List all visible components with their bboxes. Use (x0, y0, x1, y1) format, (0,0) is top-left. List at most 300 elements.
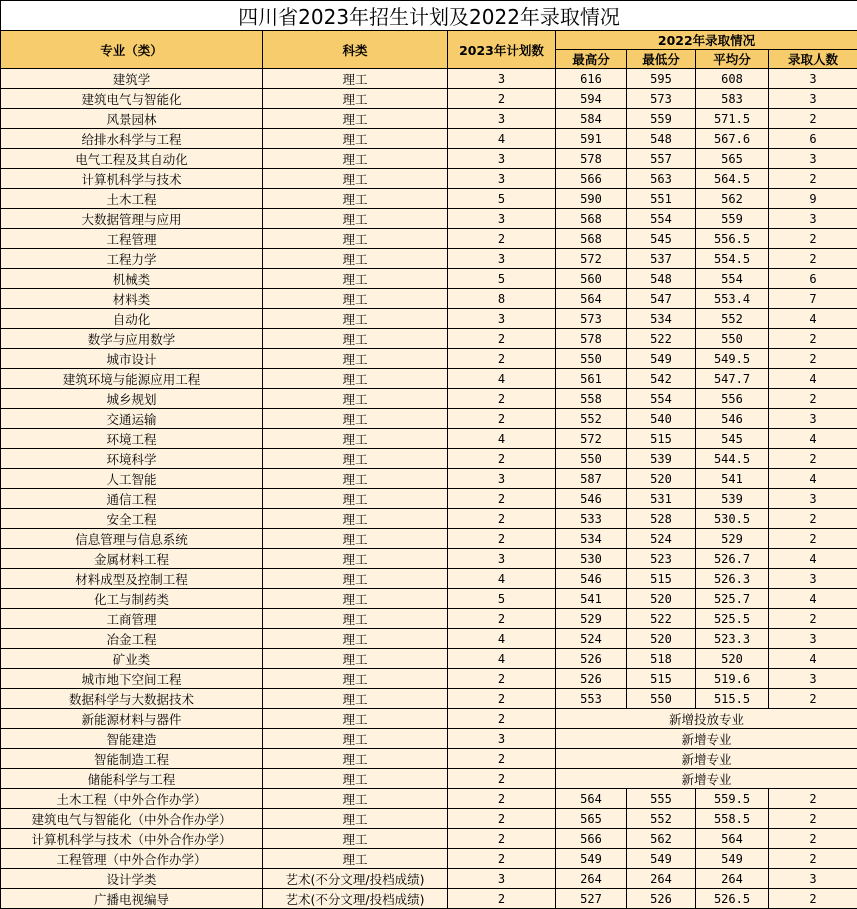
min-score-cell: 528 (627, 509, 696, 529)
category-cell: 艺术(不分文理/投档成绩) (263, 869, 448, 889)
table-row (1, 589, 857, 609)
table-row (1, 629, 857, 649)
max-score-cell: 568 (556, 229, 627, 249)
admit-count-cell: 2 (769, 169, 857, 189)
major-cell: 工程力学 (1, 249, 263, 269)
avg-score-cell: 564 (696, 829, 769, 849)
table-row (1, 209, 857, 229)
table-row (1, 529, 857, 549)
major-cell: 智能建造 (1, 729, 263, 749)
avg-score-cell: 552 (696, 309, 769, 329)
avg-score-cell: 526.5 (696, 889, 769, 909)
category-cell: 理工 (263, 609, 448, 629)
admit-count-cell: 2 (769, 229, 857, 249)
min-score-cell: 595 (627, 69, 696, 89)
avg-score-cell: 547.7 (696, 369, 769, 389)
table-row (1, 389, 857, 409)
plan-cell: 2 (448, 329, 556, 349)
max-score-cell: 566 (556, 169, 627, 189)
plan-cell: 3 (448, 249, 556, 269)
admit-count-cell: 4 (769, 429, 857, 449)
avg-score-cell: 545 (696, 429, 769, 449)
plan-cell: 4 (448, 129, 556, 149)
admit-count-cell: 3 (769, 669, 857, 689)
admit-count-cell: 2 (769, 449, 857, 469)
max-score-cell: 264 (556, 869, 627, 889)
max-score-cell: 565 (556, 809, 627, 829)
max-score-cell: 587 (556, 469, 627, 489)
category-cell: 理工 (263, 709, 448, 729)
table-body (1, 69, 857, 909)
header-avg-score: 平均分 (696, 50, 769, 69)
major-cell: 数学与应用数学 (1, 329, 263, 349)
min-score-cell: 537 (627, 249, 696, 269)
min-score-cell: 520 (627, 589, 696, 609)
plan-cell: 3 (448, 869, 556, 889)
max-score-cell: 564 (556, 789, 627, 809)
table-row (1, 69, 857, 89)
category-cell: 理工 (263, 349, 448, 369)
plan-cell: 2 (448, 709, 556, 729)
max-score-cell: 573 (556, 309, 627, 329)
table-row (1, 489, 857, 509)
admit-count-cell: 9 (769, 189, 857, 209)
major-cell: 大数据管理与应用 (1, 209, 263, 229)
min-score-cell: 554 (627, 209, 696, 229)
avg-score-cell: 525.5 (696, 609, 769, 629)
admit-count-cell: 2 (769, 689, 857, 709)
category-cell: 理工 (263, 409, 448, 429)
min-score-cell: 549 (627, 849, 696, 869)
avg-score-cell: 264 (696, 869, 769, 889)
plan-cell: 2 (448, 809, 556, 829)
min-score-cell: 547 (627, 289, 696, 309)
table-row (1, 109, 857, 129)
plan-cell: 4 (448, 649, 556, 669)
category-cell: 理工 (263, 549, 448, 569)
avg-score-cell: 556.5 (696, 229, 769, 249)
admit-count-cell: 3 (769, 489, 857, 509)
category-cell: 理工 (263, 689, 448, 709)
major-cell: 储能科学与工程 (1, 769, 263, 789)
table-row (1, 889, 857, 909)
major-cell: 新能源材料与器件 (1, 709, 263, 729)
table-row (1, 369, 857, 389)
major-cell: 金属材料工程 (1, 549, 263, 569)
table-row (1, 649, 857, 669)
category-cell: 理工 (263, 749, 448, 769)
min-score-cell: 523 (627, 549, 696, 569)
plan-cell: 3 (448, 729, 556, 749)
major-cell: 城市地下空间工程 (1, 669, 263, 689)
major-cell: 风景园林 (1, 109, 263, 129)
header-admit-count: 录取人数 (769, 50, 857, 69)
min-score-cell: 542 (627, 369, 696, 389)
avg-score-cell: 525.7 (696, 589, 769, 609)
category-cell: 理工 (263, 629, 448, 649)
table-row (1, 189, 857, 209)
table-row (1, 409, 857, 429)
major-cell: 材料类 (1, 289, 263, 309)
admit-count-cell: 2 (769, 529, 857, 549)
table-row (1, 289, 857, 309)
table-row (1, 149, 857, 169)
avg-score-cell: 520 (696, 649, 769, 669)
table-row (1, 689, 857, 709)
plan-cell: 4 (448, 629, 556, 649)
min-score-cell: 534 (627, 309, 696, 329)
major-cell: 信息管理与信息系统 (1, 529, 263, 549)
header-plan-2023: 2023年计划数 (448, 31, 556, 69)
note-cell: 新增专业 (556, 769, 857, 789)
category-cell: 理工 (263, 89, 448, 109)
category-cell: 理工 (263, 129, 448, 149)
admit-count-cell: 4 (769, 649, 857, 669)
max-score-cell: 550 (556, 349, 627, 369)
major-cell: 计算机科学与技术（中外合作办学） (1, 829, 263, 849)
table-row (1, 569, 857, 589)
plan-cell: 2 (448, 829, 556, 849)
table-row (1, 669, 857, 689)
max-score-cell: 530 (556, 549, 627, 569)
header-category: 科类 (263, 31, 448, 69)
avg-score-cell: 549.5 (696, 349, 769, 369)
category-cell: 理工 (263, 209, 448, 229)
major-cell: 化工与制药类 (1, 589, 263, 609)
table-row (1, 829, 857, 849)
max-score-cell: 564 (556, 289, 627, 309)
table-row (1, 609, 857, 629)
admit-count-cell: 4 (769, 549, 857, 569)
min-score-cell: 522 (627, 329, 696, 349)
avg-score-cell: 539 (696, 489, 769, 509)
avg-score-cell: 571.5 (696, 109, 769, 129)
note-cell: 新增投放专业 (556, 709, 857, 729)
category-cell: 理工 (263, 729, 448, 749)
min-score-cell: 520 (627, 629, 696, 649)
min-score-cell: 557 (627, 149, 696, 169)
avg-score-cell: 526.3 (696, 569, 769, 589)
max-score-cell: 546 (556, 489, 627, 509)
plan-cell: 3 (448, 149, 556, 169)
category-cell: 理工 (263, 189, 448, 209)
plan-cell: 2 (448, 489, 556, 509)
plan-cell: 4 (448, 429, 556, 449)
admit-count-cell: 3 (769, 569, 857, 589)
min-score-cell: 526 (627, 889, 696, 909)
header-major: 专业（类） (1, 31, 263, 69)
category-cell: 理工 (263, 509, 448, 529)
major-cell: 建筑电气与智能化 (1, 89, 263, 109)
table-row (1, 789, 857, 809)
admit-count-cell: 2 (769, 789, 857, 809)
plan-cell: 2 (448, 849, 556, 869)
admit-count-cell: 4 (769, 369, 857, 389)
category-cell: 理工 (263, 529, 448, 549)
major-cell: 电气工程及其自动化 (1, 149, 263, 169)
header-min-score: 最低分 (627, 50, 696, 69)
min-score-cell: 524 (627, 529, 696, 549)
plan-cell: 2 (448, 769, 556, 789)
major-cell: 城乡规划 (1, 389, 263, 409)
category-cell: 理工 (263, 109, 448, 129)
table-row (1, 229, 857, 249)
page-title: 四川省2023年招生计划及2022年录取情况 (1, 1, 857, 31)
table-row (1, 249, 857, 269)
table-row (1, 169, 857, 189)
table-row (1, 129, 857, 149)
min-score-cell: 552 (627, 809, 696, 829)
min-score-cell: 515 (627, 669, 696, 689)
major-cell: 矿业类 (1, 649, 263, 669)
plan-cell: 5 (448, 269, 556, 289)
min-score-cell: 563 (627, 169, 696, 189)
plan-cell: 2 (448, 409, 556, 429)
admit-count-cell: 6 (769, 269, 857, 289)
min-score-cell: 559 (627, 109, 696, 129)
admit-count-cell: 2 (769, 609, 857, 629)
table-row (1, 809, 857, 829)
avg-score-cell: 544.5 (696, 449, 769, 469)
major-cell: 冶金工程 (1, 629, 263, 649)
max-score-cell: 534 (556, 529, 627, 549)
min-score-cell: 545 (627, 229, 696, 249)
max-score-cell: 558 (556, 389, 627, 409)
admit-count-cell: 3 (769, 69, 857, 89)
min-score-cell: 531 (627, 489, 696, 509)
plan-cell: 2 (448, 529, 556, 549)
major-cell: 设计学类 (1, 869, 263, 889)
max-score-cell: 568 (556, 209, 627, 229)
admit-count-cell: 3 (769, 89, 857, 109)
major-cell: 人工智能 (1, 469, 263, 489)
table-row (1, 769, 857, 789)
avg-score-cell: 564.5 (696, 169, 769, 189)
major-cell: 工程管理 (1, 229, 263, 249)
avg-score-cell: 559 (696, 209, 769, 229)
plan-cell: 2 (448, 349, 556, 369)
min-score-cell: 550 (627, 689, 696, 709)
table-row (1, 269, 857, 289)
plan-cell: 3 (448, 209, 556, 229)
category-cell: 理工 (263, 469, 448, 489)
table-row (1, 749, 857, 769)
major-cell: 建筑环境与能源应用工程 (1, 369, 263, 389)
admit-count-cell: 6 (769, 129, 857, 149)
min-score-cell: 554 (627, 389, 696, 409)
max-score-cell: 584 (556, 109, 627, 129)
avg-score-cell: 515.5 (696, 689, 769, 709)
major-cell: 土木工程 (1, 189, 263, 209)
category-cell: 理工 (263, 789, 448, 809)
admit-count-cell: 4 (769, 469, 857, 489)
max-score-cell: 541 (556, 589, 627, 609)
avg-score-cell: 567.6 (696, 129, 769, 149)
min-score-cell: 549 (627, 349, 696, 369)
max-score-cell: 526 (556, 669, 627, 689)
avg-score-cell: 608 (696, 69, 769, 89)
plan-cell: 4 (448, 569, 556, 589)
max-score-cell: 552 (556, 409, 627, 429)
note-cell: 新增专业 (556, 729, 857, 749)
avg-score-cell: 565 (696, 149, 769, 169)
avg-score-cell: 562 (696, 189, 769, 209)
category-cell: 理工 (263, 169, 448, 189)
min-score-cell: 551 (627, 189, 696, 209)
plan-cell: 5 (448, 589, 556, 609)
max-score-cell: 594 (556, 89, 627, 109)
major-cell: 交通运输 (1, 409, 263, 429)
avg-score-cell: 541 (696, 469, 769, 489)
category-cell: 理工 (263, 249, 448, 269)
plan-cell: 2 (448, 889, 556, 909)
avg-score-cell: 559.5 (696, 789, 769, 809)
admit-count-cell: 3 (769, 869, 857, 889)
avg-score-cell: 526.7 (696, 549, 769, 569)
category-cell: 理工 (263, 669, 448, 689)
category-cell: 理工 (263, 849, 448, 869)
major-cell: 自动化 (1, 309, 263, 329)
admit-count-cell: 7 (769, 289, 857, 309)
major-cell: 安全工程 (1, 509, 263, 529)
avg-score-cell: 546 (696, 409, 769, 429)
admit-count-cell: 2 (769, 509, 857, 529)
table-row (1, 89, 857, 109)
table-row (1, 329, 857, 349)
max-score-cell: 566 (556, 829, 627, 849)
major-cell: 广播电视编导 (1, 889, 263, 909)
header-max-score: 最高分 (556, 50, 627, 69)
table-row (1, 849, 857, 869)
category-cell: 理工 (263, 489, 448, 509)
max-score-cell: 526 (556, 649, 627, 669)
avg-score-cell: 529 (696, 529, 769, 549)
plan-cell: 2 (448, 389, 556, 409)
plan-cell: 2 (448, 89, 556, 109)
admit-count-cell: 3 (769, 149, 857, 169)
plan-cell: 3 (448, 309, 556, 329)
category-cell: 理工 (263, 429, 448, 449)
major-cell: 智能制造工程 (1, 749, 263, 769)
major-cell: 材料成型及控制工程 (1, 569, 263, 589)
category-cell: 理工 (263, 589, 448, 609)
avg-score-cell: 553.4 (696, 289, 769, 309)
admit-count-cell: 3 (769, 629, 857, 649)
admit-count-cell: 2 (769, 889, 857, 909)
major-cell: 数据科学与大数据技术 (1, 689, 263, 709)
admit-count-cell: 3 (769, 209, 857, 229)
category-cell: 理工 (263, 769, 448, 789)
major-cell: 建筑学 (1, 69, 263, 89)
avg-score-cell: 556 (696, 389, 769, 409)
category-cell: 艺术(不分文理/投档成绩) (263, 889, 448, 909)
major-cell: 城市设计 (1, 349, 263, 369)
category-cell: 理工 (263, 69, 448, 89)
plan-cell: 3 (448, 469, 556, 489)
major-cell: 通信工程 (1, 489, 263, 509)
table-row (1, 309, 857, 329)
table-row (1, 869, 857, 889)
table-row (1, 349, 857, 369)
avg-score-cell: 583 (696, 89, 769, 109)
max-score-cell: 529 (556, 609, 627, 629)
min-score-cell: 522 (627, 609, 696, 629)
max-score-cell: 572 (556, 249, 627, 269)
max-score-cell: 550 (556, 449, 627, 469)
admit-count-cell: 2 (769, 829, 857, 849)
plan-cell: 2 (448, 229, 556, 249)
admit-count-cell: 4 (769, 309, 857, 329)
category-cell: 理工 (263, 649, 448, 669)
plan-cell: 2 (448, 669, 556, 689)
table-row (1, 729, 857, 749)
table-row (1, 429, 857, 449)
avg-score-cell: 549 (696, 849, 769, 869)
min-score-cell: 264 (627, 869, 696, 889)
table-row (1, 709, 857, 729)
max-score-cell: 560 (556, 269, 627, 289)
plan-cell: 4 (448, 369, 556, 389)
table-row (1, 449, 857, 469)
major-cell: 工程管理（中外合作办学） (1, 849, 263, 869)
plan-cell: 2 (448, 689, 556, 709)
admit-count-cell: 2 (769, 349, 857, 369)
admit-count-cell: 2 (769, 329, 857, 349)
min-score-cell: 539 (627, 449, 696, 469)
category-cell: 理工 (263, 149, 448, 169)
max-score-cell: 590 (556, 189, 627, 209)
max-score-cell: 591 (556, 129, 627, 149)
avg-score-cell: 550 (696, 329, 769, 349)
min-score-cell: 548 (627, 269, 696, 289)
min-score-cell: 518 (627, 649, 696, 669)
min-score-cell: 555 (627, 789, 696, 809)
header-admission-2022: 2022年录取情况 (556, 31, 857, 50)
category-cell: 理工 (263, 289, 448, 309)
plan-cell: 3 (448, 169, 556, 189)
max-score-cell: 616 (556, 69, 627, 89)
min-score-cell: 520 (627, 469, 696, 489)
major-cell: 给排水科学与工程 (1, 129, 263, 149)
max-score-cell: 561 (556, 369, 627, 389)
max-score-cell: 524 (556, 629, 627, 649)
admit-count-cell: 2 (769, 849, 857, 869)
admit-count-cell: 2 (769, 109, 857, 129)
major-cell: 环境工程 (1, 429, 263, 449)
table-row (1, 469, 857, 489)
max-score-cell: 572 (556, 429, 627, 449)
major-cell: 环境科学 (1, 449, 263, 469)
major-cell: 建筑电气与智能化（中外合作办学） (1, 809, 263, 829)
plan-cell: 2 (448, 509, 556, 529)
min-score-cell: 548 (627, 129, 696, 149)
plan-cell: 3 (448, 109, 556, 129)
plan-cell: 2 (448, 789, 556, 809)
category-cell: 理工 (263, 309, 448, 329)
plan-cell: 8 (448, 289, 556, 309)
admit-count-cell: 2 (769, 809, 857, 829)
category-cell: 理工 (263, 329, 448, 349)
plan-cell: 3 (448, 549, 556, 569)
major-cell: 工商管理 (1, 609, 263, 629)
category-cell: 理工 (263, 369, 448, 389)
note-cell: 新增专业 (556, 749, 857, 769)
admit-count-cell: 3 (769, 409, 857, 429)
max-score-cell: 527 (556, 889, 627, 909)
category-cell: 理工 (263, 449, 448, 469)
table-row (1, 549, 857, 569)
avg-score-cell: 530.5 (696, 509, 769, 529)
